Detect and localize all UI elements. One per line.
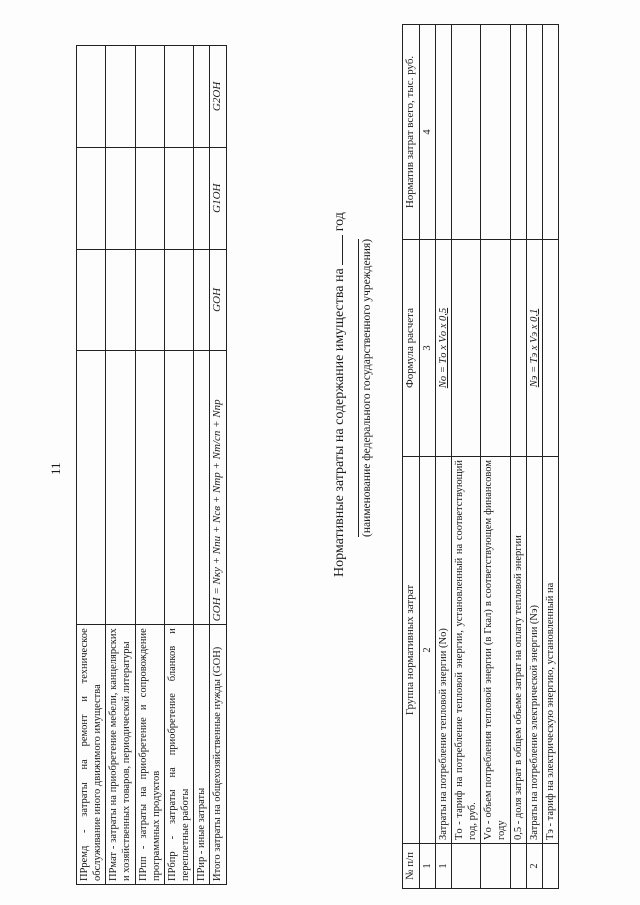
total-symbol: GОН: [210, 249, 227, 351]
row-description: ПРбпр - затраты на приобретение бланков и переплетные работы: [164, 625, 193, 885]
col-header-number: № п/п: [403, 844, 420, 889]
page-number: 11: [48, 462, 63, 475]
table-row: 2 Затраты на потребление электрической энергии (Nэ) Nэ = Tэ x Vэ x 0,1: [526, 25, 542, 889]
col-header-group: Группа нормативных затрат: [403, 457, 420, 844]
total-label: Итого затраты на общехозяйственные нужды (GОН): [210, 625, 227, 885]
table-row: [135, 46, 164, 885]
year-blank: [330, 235, 343, 265]
row-description: ПРир - иные затраты: [194, 625, 210, 885]
table-row: [77, 46, 106, 885]
table-row: [164, 46, 193, 885]
table-row: Vо - объем потребления тепловой энергии (в Гкал) в соответствующем финансовом году: [481, 25, 510, 889]
col-header-total: Норматив затрат всего, тыс. руб.: [403, 25, 420, 240]
table-row: 0,5 - доля затрат в общем объеме затрат на оплату тепловой энергии: [510, 25, 526, 889]
table-row: Tэ - тариф на электрическую энергию, установленный на: [542, 25, 558, 889]
normative-costs-table: [402, 24, 559, 889]
header-row: [403, 25, 420, 889]
row-description: ПРпп - затраты на приобретение и сопровождение программных продуктов: [135, 625, 164, 885]
section-title: [330, 212, 348, 577]
row-description: ПРремд - затраты на ремонт и техническое обслуживание иного движимого имущества: [77, 625, 106, 885]
total-symbol: G2ОН: [210, 46, 227, 148]
column-number-row: 1 2 3 4: [419, 25, 435, 889]
table-row: [106, 46, 135, 885]
col-header-formula: Формула расчета: [403, 240, 420, 457]
table-row: [194, 46, 210, 885]
total-row: [210, 46, 227, 885]
title-text: Нормативные затраты на содержание имущества на: [332, 268, 347, 577]
total-formula: GОН = Nку + Nпи + Nсв + Nтр + Nт/сп + Nпр: [210, 351, 227, 625]
cost-items-table: [76, 45, 227, 885]
title-year-suffix: год: [332, 212, 347, 232]
table-row: Tо - тариф на потребление тепловой энергии, установленный на соответствующий год, руб.: [452, 25, 481, 889]
total-symbol: G1ОН: [210, 147, 227, 249]
row-description: ПРмат - затраты на приобретение мебели, канцелярских и хозяйственных товаров, периодической литературы: [106, 625, 135, 885]
institution-caption: (наименование федерального государственного учреждения): [358, 239, 373, 537]
table-row: 1 Затраты на потребление тепловой энергии (Nо) Nо = Tо x Vо x 0,5: [435, 25, 451, 889]
